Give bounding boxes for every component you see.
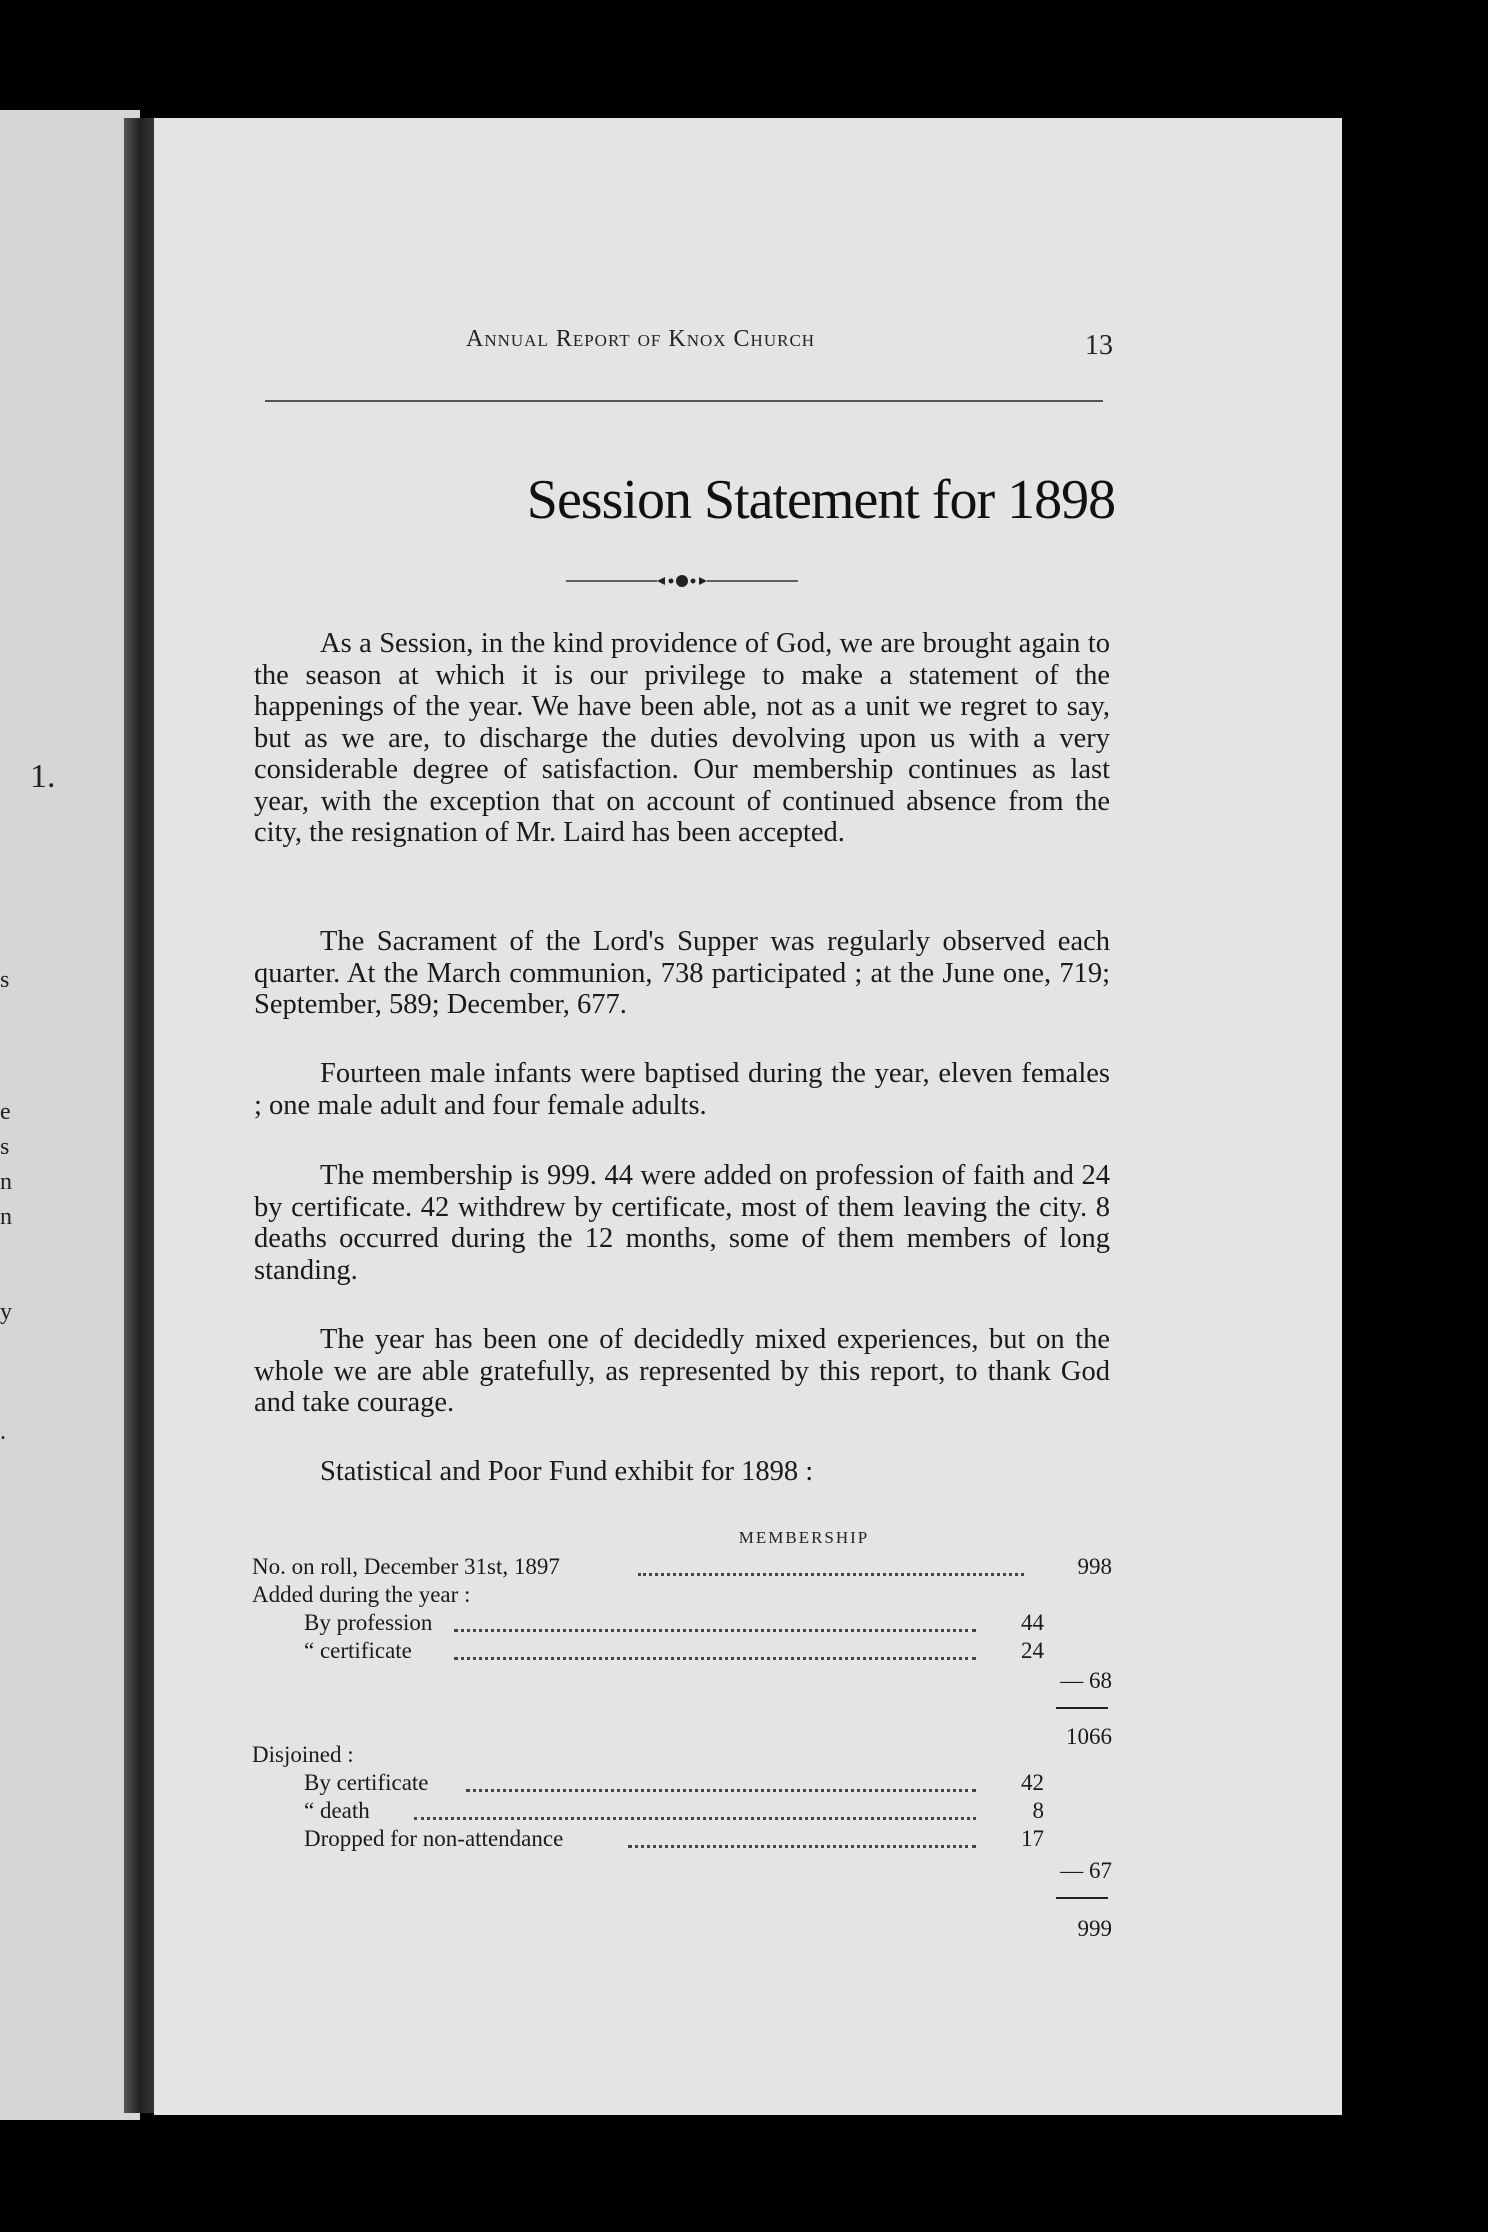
row-death <box>252 1796 1112 1826</box>
row-value: 17 <box>1021 1826 1044 1851</box>
row-value: 8 <box>1032 1798 1044 1823</box>
facing-page-mark: y <box>0 1299 12 1325</box>
row-by-profession <box>252 1608 1112 1638</box>
row-disjoined-heading <box>252 1740 1112 1770</box>
row-value: 24 <box>1021 1638 1044 1663</box>
row-value: 42 <box>1021 1770 1044 1795</box>
row-disjoined-total <box>252 1856 1112 1886</box>
row-final-total <box>252 1914 1112 1944</box>
facing-page-mark: s <box>0 1134 10 1160</box>
row-added-total <box>252 1666 1112 1696</box>
row-label: Added during the year : <box>252 1582 471 1607</box>
row-by-certificate <box>252 1636 1112 1666</box>
dot-leader <box>466 1789 976 1792</box>
row-value: — 68 <box>1060 1668 1112 1693</box>
page-number: 13 <box>1085 330 1113 361</box>
row-label: Disjoined : <box>252 1742 354 1767</box>
row-label: “ death <box>304 1798 370 1823</box>
paragraph-intro: As a Session, in the kind providence of God, we are brought again to the season at which it is our privilege to make a statement of the happenings of the year. We have been able, not as a unit we regret to say, but as we are, to discharge the duties devolving upon us with a very considerable degree of satisfaction. Our membership continues as last year, with the exception that on account of continued absence from the city, the resignation of Mr. Laird has been accepted. <box>254 628 1110 848</box>
dot-leader <box>414 1817 976 1820</box>
ornament-divider <box>562 568 802 594</box>
facing-page-mark: 1. <box>30 758 56 795</box>
facing-page-edge <box>0 110 140 2120</box>
row-value: 999 <box>1077 1916 1112 1941</box>
row-label: No. on roll, December 31st, 1897 <box>252 1554 560 1579</box>
sum-rule <box>1056 1897 1108 1899</box>
row-value: — 67 <box>1060 1858 1112 1883</box>
dot-leader <box>638 1573 1024 1576</box>
row-disj-certificate <box>252 1768 1112 1798</box>
facing-page-mark: n <box>0 1204 12 1230</box>
facing-page-mark: . <box>0 1419 6 1445</box>
dot-leader <box>628 1845 976 1848</box>
dot-leader <box>454 1629 976 1632</box>
header-rule <box>265 400 1103 402</box>
facing-page-mark: s <box>0 967 10 993</box>
page-title: Session Statement for 1898 <box>526 469 1116 531</box>
sum-rule <box>1056 1707 1108 1709</box>
book-gutter <box>124 118 156 2113</box>
row-label: By profession <box>304 1610 433 1635</box>
row-label: “ certificate <box>304 1638 412 1663</box>
paragraph-year: The year has been one of decidedly mixed experiences, but on the whole we are able gratefully, as represented by this report, to thank God and take courage. <box>254 1324 1110 1418</box>
row-label: By certificate <box>304 1770 429 1795</box>
paragraph-membership: The membership is 999. 44 were added on profession of faith and 24 by certificate. 42 withdrew by certificate, most of them leaving the city. 8 deaths occurred during the 12 months, some of them members of long standing. <box>254 1160 1110 1286</box>
dot-leader <box>454 1657 976 1660</box>
paragraph-exhibit-intro: Statistical and Poor Fund exhibit for 1898 : <box>320 1456 814 1487</box>
membership-heading: MEMBERSHIP <box>738 1528 870 1547</box>
row-value: 44 <box>1021 1610 1044 1635</box>
facing-page-mark: e <box>0 1099 11 1125</box>
row-on-roll <box>252 1552 1112 1582</box>
row-value: 998 <box>1077 1554 1112 1579</box>
facing-page-mark: n <box>0 1169 12 1195</box>
row-dropped <box>252 1824 1112 1854</box>
paragraph-baptisms: Fourteen male infants were baptised during the year, eleven females ; one male adult and four female adults. <box>254 1058 1110 1121</box>
row-label: Dropped for non-attendance <box>304 1826 564 1851</box>
row-value: 1066 <box>1066 1724 1112 1749</box>
row-added-heading <box>252 1580 1112 1610</box>
running-head: Annual Report of Knox Church <box>466 326 816 352</box>
paragraph-sacrament: The Sacrament of the Lord's Supper was regularly observed each quarter. At the March communion, 738 participated ; at the June one, 719; September, 589; December, 677. <box>254 926 1110 1020</box>
